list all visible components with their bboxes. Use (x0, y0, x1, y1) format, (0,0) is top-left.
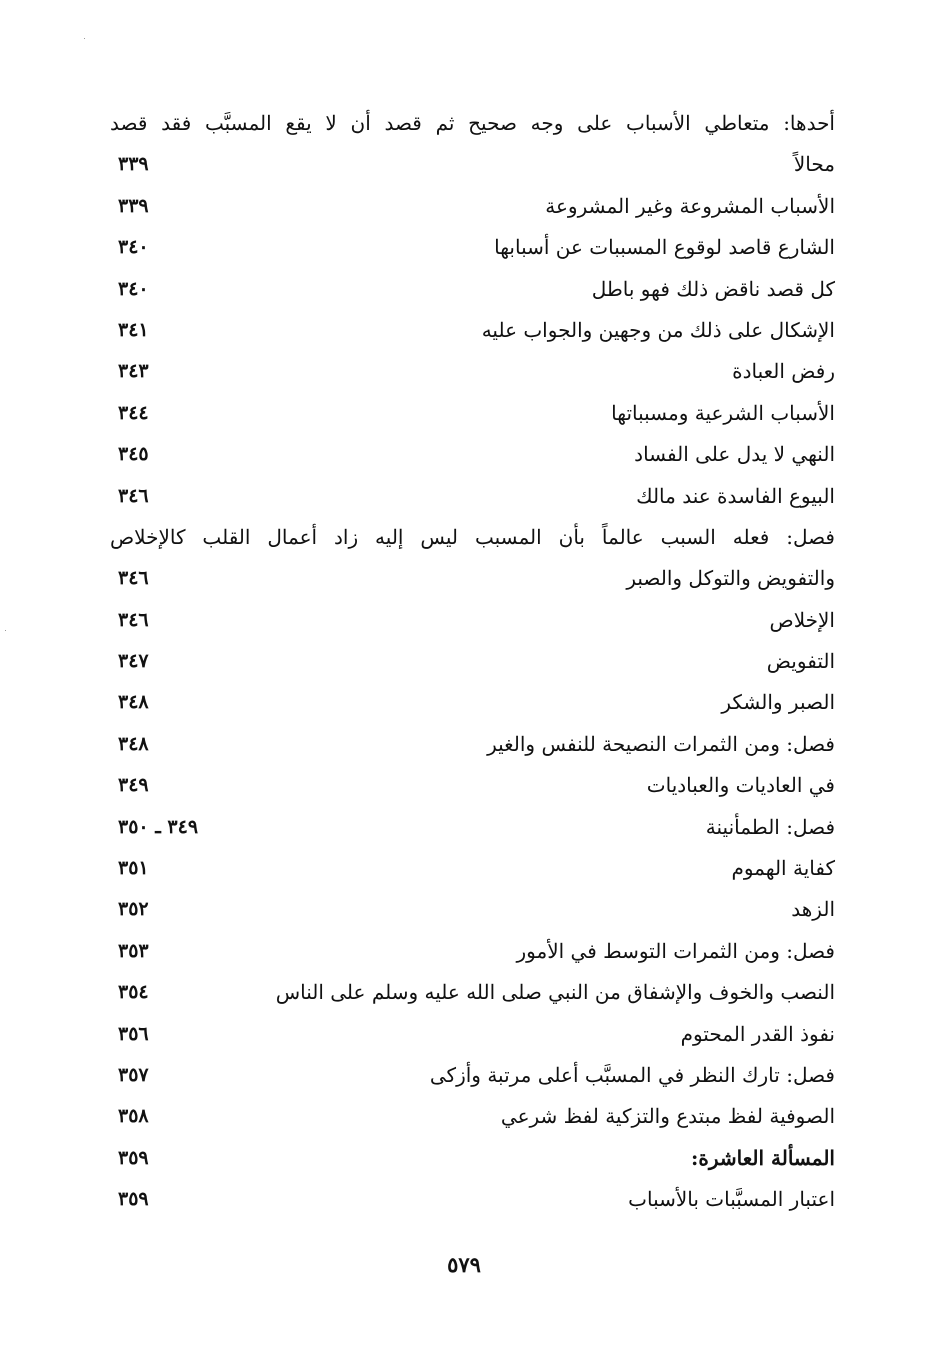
entry-title: في العاديات والعباديات (646, 773, 835, 798)
toc-entry (110, 476, 835, 517)
toc-entry (110, 682, 835, 723)
entry-page: ٣٤٧ (118, 650, 149, 673)
entry-page: ٣٤٨ (118, 691, 149, 714)
toc-entry (110, 103, 835, 144)
toc-entry (110, 310, 835, 351)
entry-page: ٣٤٣ (118, 360, 149, 383)
entry-title: اعتبار المسبَّبات بالأسباب (628, 1187, 835, 1212)
scan-speck (84, 38, 85, 39)
entry-title: رفض العبادة (732, 359, 835, 384)
entry-title: النصب والخوف والإشفاق من النبي صلى الله عليه وسلم على الناس (275, 980, 835, 1005)
entry-page: ٣٥٩ (118, 1146, 149, 1169)
toc-entry (110, 1014, 835, 1055)
entry-title: فصل: تارك النظر في المسبَّب أعلى مرتبة وأزكى (429, 1062, 835, 1087)
entry-title: الزهد (791, 897, 835, 922)
entry-title: التفويض (766, 649, 835, 674)
entry-title: أحدها: متعاطي الأسباب على وجه صحيح ثم قصد أن لا يقع المسبَّب فقد قصد (110, 111, 835, 135)
entry-page: ٣٥٩ (118, 1188, 149, 1211)
entry-page: ٣٣٩ (118, 194, 149, 217)
entry-title: فصل: الطمأنينة (705, 814, 835, 839)
toc-entry (110, 434, 835, 475)
entry-title: الأسباب الشرعية ومسبباتها (611, 400, 835, 425)
toc-entry (110, 269, 835, 310)
scan-speck (5, 630, 6, 631)
toc-entry (110, 724, 835, 765)
entry-title: الإشكال على ذلك من وجهين والجواب عليه (481, 317, 835, 342)
entry-title: الصبر والشكر (721, 690, 835, 715)
entry-page: ٣٥٧ (118, 1063, 149, 1086)
entry-page: ٣٥١ (118, 857, 149, 880)
toc-entry (110, 351, 835, 392)
toc-entry (110, 641, 835, 682)
entry-title: فصل: ومن الثمرات النصيحة للنفس والغير (487, 731, 835, 756)
entry-page: ٣٤٦ (118, 484, 149, 507)
entry-title: الأسباب المشروعة وغير المشروعة (545, 193, 835, 218)
toc-entry (110, 517, 835, 558)
entry-title: والتفويض والتوكل والصبر (626, 566, 835, 591)
entry-title: كل قصد ناقض ذلك فهو باطل (591, 276, 835, 301)
entry-page: ٣٣٩ (118, 153, 149, 176)
entry-title: كفاية الهموم (731, 856, 835, 881)
entry-title: البيوع الفاسدة عند مالك (636, 483, 835, 508)
toc-entry (110, 765, 835, 806)
toc-entry (110, 227, 835, 268)
entry-title: الإخلاص (769, 607, 835, 632)
toc-entry (110, 558, 835, 599)
toc-entry (110, 393, 835, 434)
entry-title: نفوذ القدر المحتوم (680, 1021, 835, 1046)
entry-page: ٣٤٩ (118, 774, 149, 797)
entry-title: الشارع قاصد لوقوع المسببات عن أسبابها (494, 235, 835, 260)
toc-entry (110, 186, 835, 227)
toc-entry (110, 807, 835, 848)
entry-page: ٣٤٠ (118, 236, 149, 259)
table-of-contents (110, 103, 835, 1221)
entry-page: ٣٤٤ (118, 401, 149, 424)
toc-entry (110, 848, 835, 889)
entry-page: ٣٥٣ (118, 939, 149, 962)
toc-entry (110, 931, 835, 972)
entry-page: ٣٤٠ (118, 277, 149, 300)
entry-title: المسألة العاشرة: (691, 1145, 835, 1170)
toc-entry (110, 600, 835, 641)
entry-title: فصل: فعله السبب عالماً بأن المسبب ليس إليه زاد أعمال القلب كالإخلاص (110, 524, 835, 549)
entry-page: ٣٥٤ (118, 981, 149, 1004)
entry-page: ٣٤٥ (118, 443, 149, 466)
toc-entry (110, 144, 835, 185)
entry-title: محالاً (793, 152, 835, 177)
entry-page: ٣٤٨ (118, 732, 149, 755)
entry-title: النهي لا يدل على الفساد (634, 442, 835, 467)
toc-entry (110, 1179, 835, 1220)
entry-page: ٣٤١ (118, 318, 149, 341)
entry-title: الصوفية لفظ مبتدع والتزكية لفظ شرعي (500, 1104, 835, 1129)
entry-page: ٣٥٨ (118, 1105, 149, 1128)
entry-title: فصل: ومن الثمرات التوسط في الأمور (516, 938, 835, 963)
toc-entry (110, 889, 835, 930)
toc-entry (110, 972, 835, 1013)
entry-page: ٣٤٩ ـ ٣٥٠ (118, 815, 199, 838)
page-number: ٥٧٩ (447, 1252, 481, 1277)
toc-entry (110, 1055, 835, 1096)
entry-page: ٣٤٦ (118, 567, 149, 590)
entry-page: ٣٤٦ (118, 608, 149, 631)
entry-page: ٣٥٢ (118, 898, 149, 921)
entry-page: ٣٥٦ (118, 1022, 149, 1045)
toc-entry (110, 1096, 835, 1137)
toc-entry (110, 1138, 835, 1179)
